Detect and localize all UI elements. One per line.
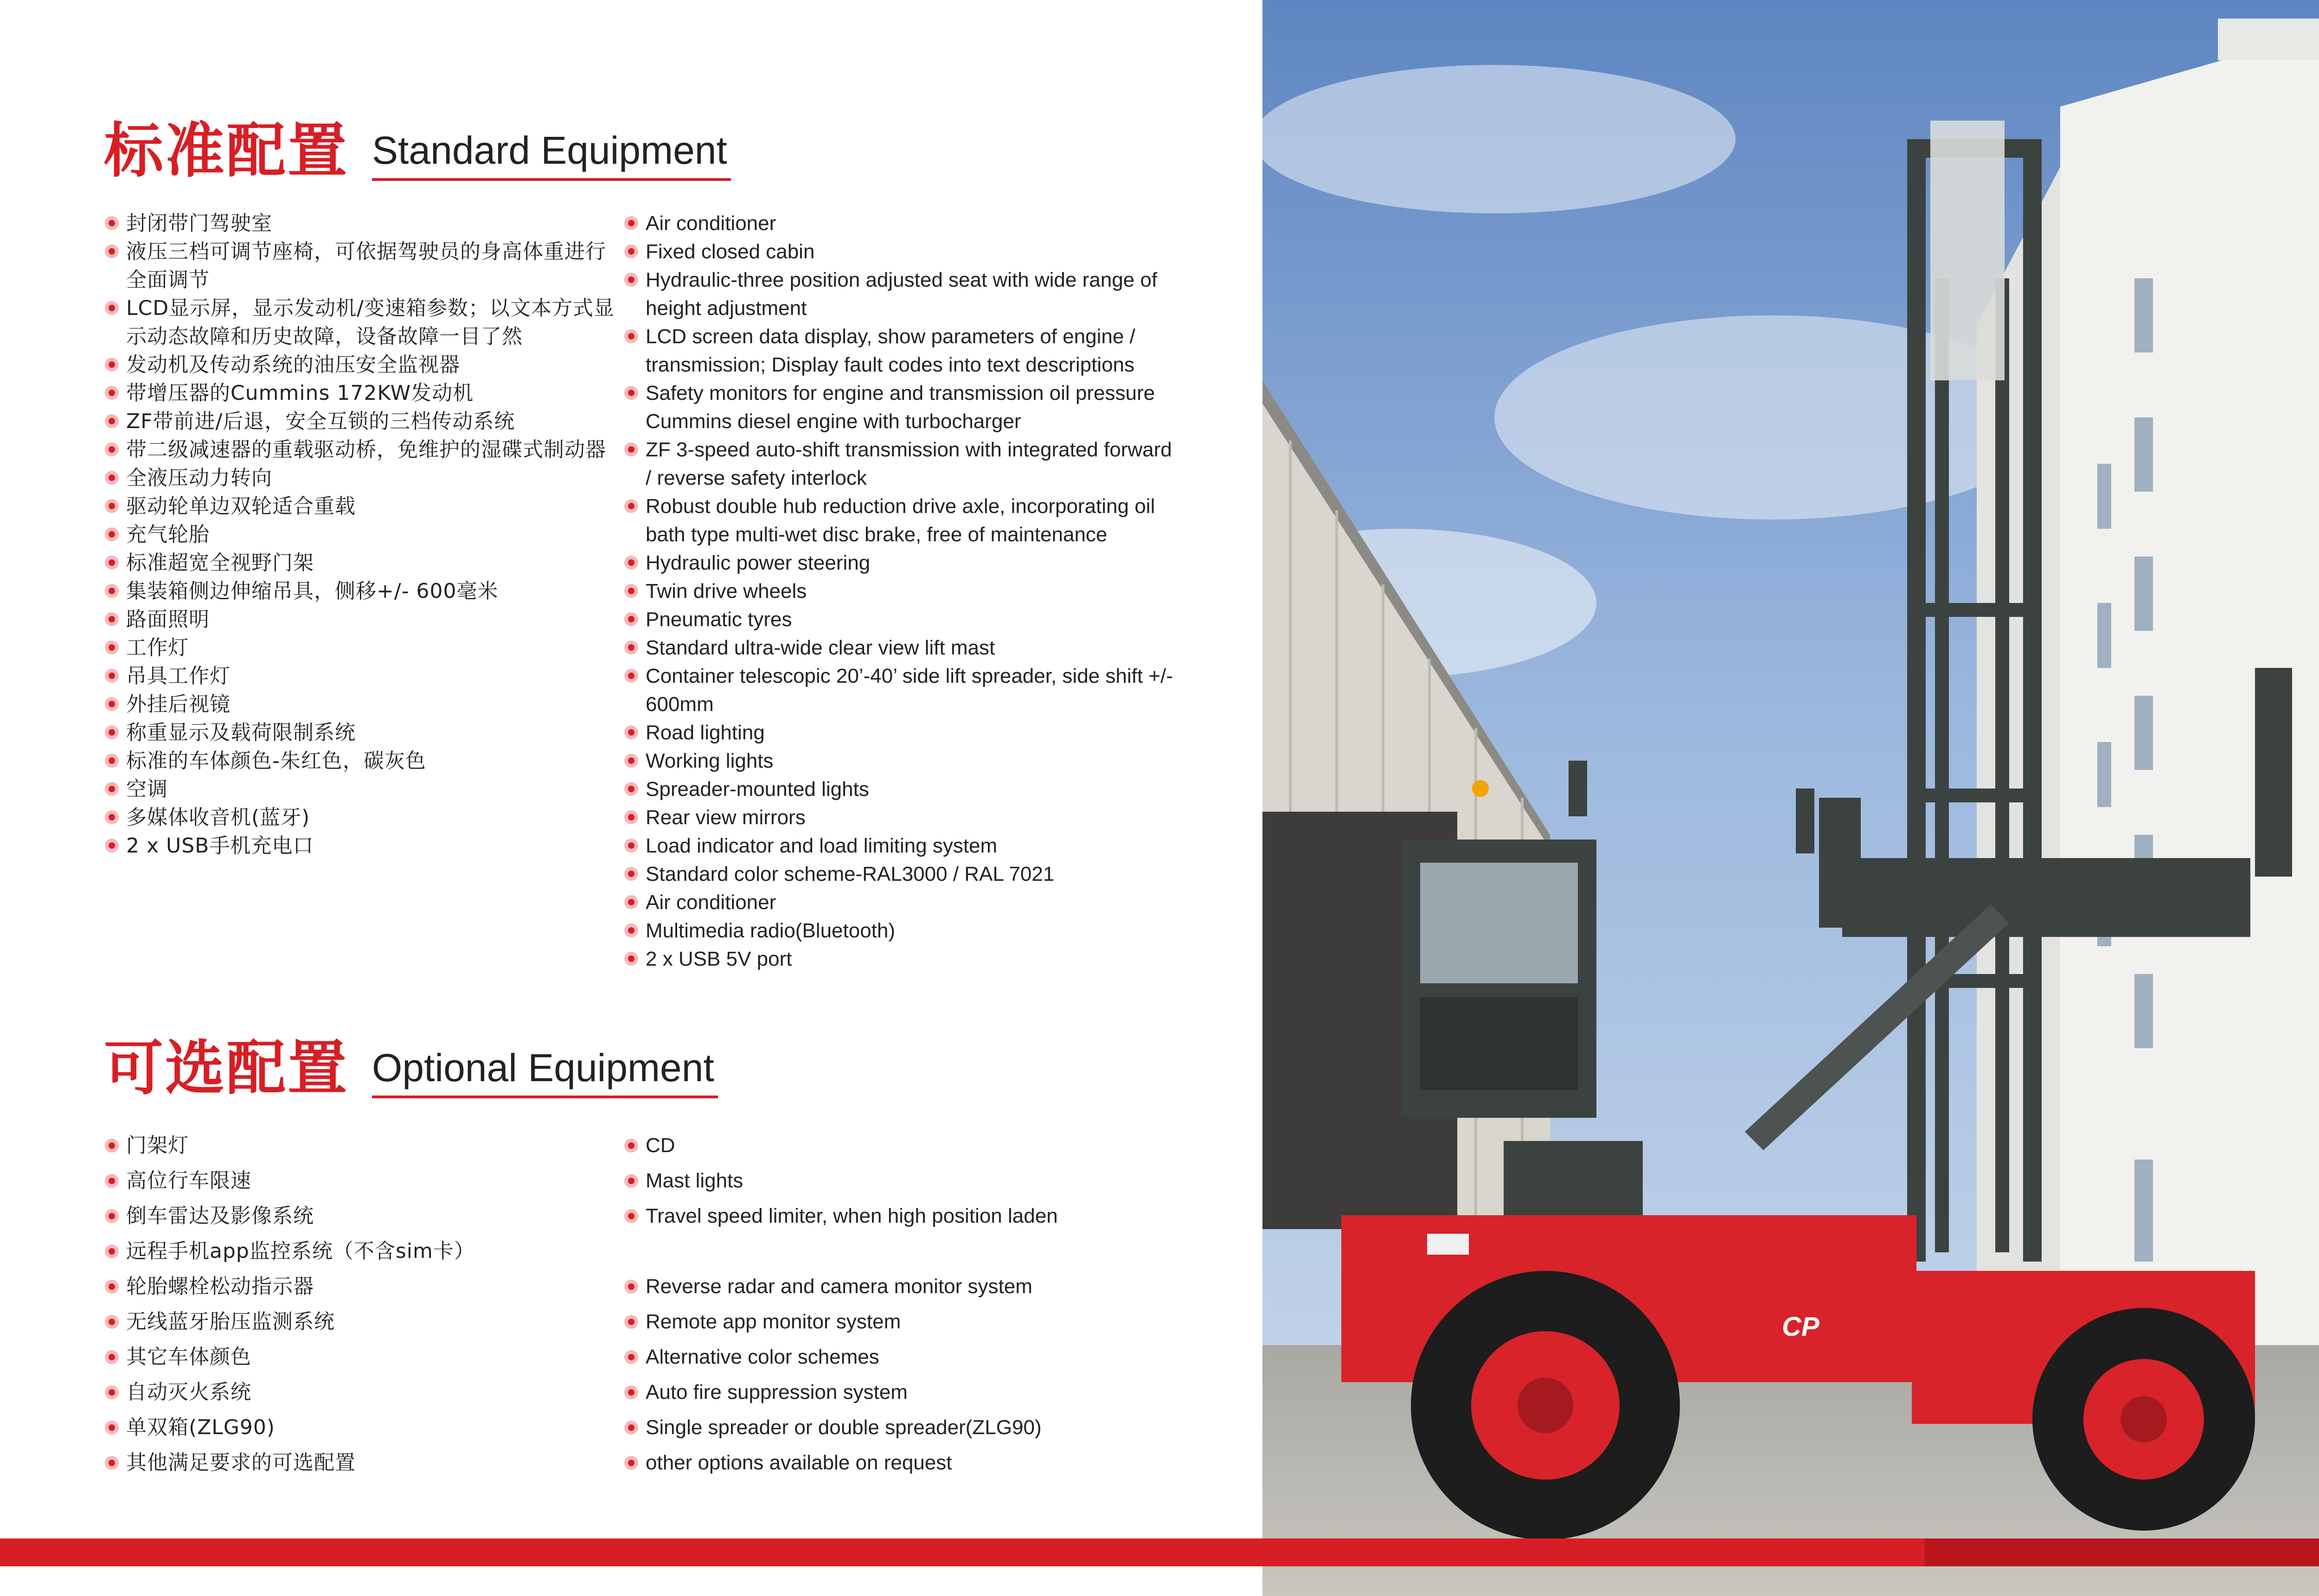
list-item-text: 单双箱(ZLG90) (126, 1416, 275, 1439)
list-item-text: Spreader-mounted lights (646, 778, 869, 801)
optional-list-en (624, 1128, 1181, 1481)
bullet-icon (105, 244, 119, 258)
list-item (624, 917, 1181, 945)
bullet-icon (105, 669, 119, 683)
list-item (624, 945, 1181, 973)
list-item-text: 吊具工作灯 (126, 664, 231, 688)
bullet-icon (105, 301, 119, 315)
list-item-text: 轮胎螺栓松动指示器 (126, 1275, 314, 1298)
list-item (624, 1410, 1181, 1445)
bullet-icon (105, 499, 119, 513)
list-item-text: 驱动轮单边双轮适合重载 (126, 494, 356, 518)
list-item (624, 775, 1181, 803)
list-item (105, 1445, 620, 1481)
standard-title-en: Standard Equipment (372, 131, 731, 181)
list-item (624, 718, 1181, 747)
list-item-text: Multimedia radio(Bluetooth) (646, 919, 896, 942)
list-item (105, 803, 620, 832)
bullet-icon (105, 810, 119, 824)
list-item (624, 662, 1181, 718)
bullet-icon (105, 754, 119, 768)
list-item (105, 549, 620, 577)
list-item (105, 351, 620, 379)
list-item (624, 492, 1181, 549)
list-item (624, 209, 1181, 237)
bullet-icon (105, 414, 119, 428)
list-item-text: LCD screen data display, show parameters of engine / transmission; Display fault codes into text descriptions (646, 325, 1135, 376)
list-item-text: Rear view mirrors (646, 806, 806, 829)
list-item (105, 379, 620, 407)
list-item (105, 1304, 620, 1340)
list-item-text: 其他满足要求的可选配置 (126, 1451, 356, 1474)
optional-heading (104, 1034, 718, 1103)
list-item (105, 747, 620, 775)
list-item (624, 1269, 1181, 1304)
front-wheel (1411, 1271, 1680, 1540)
list-item-text: other options available on request (646, 1451, 952, 1474)
list-item (105, 1340, 620, 1375)
list-item (105, 1269, 620, 1304)
bullet-icon (624, 1174, 638, 1188)
bullet-icon (105, 839, 119, 852)
list-item-text: Reverse radar and camera monitor system (646, 1275, 1032, 1298)
list-item (105, 492, 620, 520)
bullet-icon (624, 923, 638, 937)
list-item (624, 322, 1181, 379)
list-item-text: ZF带前进/后退，安全互锁的三档传动系统 (126, 410, 515, 433)
bullet-icon (624, 1209, 638, 1223)
list-item-text: 无线蓝牙胎压监测系统 (126, 1310, 335, 1333)
bullet-icon (105, 527, 119, 541)
list-item-text: 充气轮胎 (126, 523, 210, 546)
list-item-text: 工作灯 (126, 636, 189, 660)
optional-title-zh: 可选配置 (104, 1034, 349, 1103)
rear-wheel (2032, 1308, 2255, 1531)
list-item (105, 520, 620, 549)
list-item (624, 266, 1181, 322)
list-item-text: 多媒体收音机(蓝牙) (126, 806, 310, 829)
bullet-icon (624, 499, 638, 513)
list-item (624, 1234, 1181, 1269)
list-item-text: Twin drive wheels (646, 580, 807, 603)
list-item-text: Standard color scheme-RAL3000 / RAL 7021 (646, 863, 1055, 885)
list-item (105, 1375, 620, 1410)
list-item (624, 1199, 1181, 1234)
list-item-text: Remote app monitor system (646, 1310, 901, 1333)
list-item (624, 832, 1181, 860)
bullet-icon (105, 725, 119, 739)
list-item (105, 718, 620, 747)
list-item (105, 605, 620, 634)
standard-heading (104, 116, 731, 186)
list-item (105, 464, 620, 492)
bullet-icon (105, 1350, 119, 1364)
list-item (105, 209, 620, 237)
list-item-text: 液压三档可调节座椅，可依据驾驶员的身高体重进行全面调节 (126, 240, 606, 292)
bullet-icon (624, 584, 638, 598)
list-item-text: 路面照明 (126, 608, 210, 631)
list-item-text: Working lights (646, 750, 774, 772)
bullet-icon (624, 1350, 638, 1364)
list-item-text: 高位行车限速 (126, 1169, 251, 1192)
bullet-icon (105, 1139, 119, 1153)
list-item-text: 带二级减速器的重载驱动桥，免维护的湿碟式制动器 (126, 438, 606, 461)
list-item-text: 其它车体颜色 (126, 1345, 251, 1369)
list-item-text: Alternative color schemes (646, 1346, 879, 1368)
bullet-icon (624, 839, 638, 852)
list-item-text: Auto fire suppression system (646, 1381, 908, 1404)
list-item-text: 外挂后视镜 (126, 692, 231, 716)
list-item (624, 747, 1181, 775)
list-item-text: Pneumatic tyres (646, 608, 792, 631)
list-item-text: Safety monitors for engine and transmission oil pressure Cummins diesel engine with turbocharger (646, 382, 1155, 433)
bullet-icon (624, 244, 638, 258)
list-item-text: LCD显示屏，显示发动机/变速箱参数；以文本方式显示动态故障和历史故障，设备故障一目了然 (126, 296, 615, 348)
list-item-text: 2 x USB手机充电口 (126, 834, 314, 858)
bullet-icon (624, 782, 638, 796)
bullet-icon (105, 1174, 119, 1188)
bullet-icon (624, 1139, 638, 1153)
bullet-icon (624, 754, 638, 768)
list-item (624, 803, 1181, 832)
list-item (105, 634, 620, 662)
list-item (624, 436, 1181, 492)
standard-list-zh (105, 209, 620, 860)
list-item (105, 1234, 620, 1269)
bullet-icon (105, 358, 119, 372)
standard-list-en (624, 209, 1181, 973)
list-item-text: 发动机及传动系统的油压安全监视器 (126, 353, 460, 377)
list-item-text: Air conditioner (646, 891, 776, 914)
list-item-text: Air conditioner (646, 212, 776, 235)
bullet-icon (105, 1421, 119, 1435)
list-item (105, 407, 620, 436)
bullet-icon (624, 556, 638, 570)
list-item-text: 全液压动力转向 (126, 466, 272, 490)
list-item (624, 1128, 1181, 1163)
list-item (624, 549, 1181, 577)
list-item-text: Mast lights (646, 1169, 743, 1192)
list-item-text: 标准的车体颜色-朱红色，碳灰色 (126, 749, 426, 773)
bullet-icon (105, 641, 119, 654)
list-item-text: 称重显示及载荷限制系统 (126, 721, 356, 744)
product-photo (1262, 0, 2319, 1596)
bullet-icon (624, 725, 638, 739)
list-item (105, 294, 620, 351)
list-item-text: 空调 (126, 777, 168, 801)
list-item (105, 1128, 620, 1163)
list-item-text: 倒车雷达及影像系统 (126, 1204, 314, 1228)
standard-title-zh: 标准配置 (104, 116, 349, 186)
bullet-icon (624, 386, 638, 400)
list-item (624, 1304, 1181, 1340)
list-item-text: 封闭带门驾驶室 (126, 212, 272, 235)
list-item (624, 1340, 1181, 1375)
list-item (624, 634, 1181, 662)
list-item (105, 775, 620, 803)
bullet-icon (624, 1280, 638, 1294)
list-item-text: Travel speed limiter, when high position laden (646, 1205, 1058, 1227)
bullet-icon (105, 612, 119, 626)
bullet-icon (624, 1385, 638, 1399)
bullet-icon (624, 329, 638, 343)
bullet-icon (624, 641, 638, 654)
list-item (624, 1375, 1181, 1410)
list-item-text: CD (646, 1134, 675, 1157)
list-item-text: Hydraulic power steering (646, 551, 871, 574)
bullet-icon (624, 612, 638, 626)
list-item-text: 集装箱侧边伸缩吊具，侧移+/- 600毫米 (126, 579, 499, 603)
list-item (624, 577, 1181, 605)
list-item (105, 690, 620, 718)
bullet-icon (105, 697, 119, 711)
bullet-icon (105, 1280, 119, 1294)
bullet-icon (624, 867, 638, 881)
list-item-text: Hydraulic-three position adjusted seat with wide range of height adjustment (646, 269, 1158, 320)
bullet-icon (105, 1244, 119, 1258)
bullet-icon (105, 1385, 119, 1399)
list-item-text: Fixed closed cabin (646, 240, 815, 263)
bullet-icon (105, 1209, 119, 1223)
list-item-text: 2 x USB 5V port (646, 948, 792, 970)
bullet-icon (105, 442, 119, 456)
list-item-text: Road lighting (646, 721, 765, 744)
list-item (105, 1199, 620, 1234)
list-item-text: ZF 3-speed auto-shift transmission with integrated forward / reverse safety interlock (646, 438, 1172, 489)
list-item (624, 1445, 1181, 1481)
vehicle-logo: CP (1782, 1312, 1819, 1342)
footer-red-band-dark (1925, 1538, 2319, 1566)
list-item-text: 自动灭火系统 (126, 1380, 251, 1404)
list-item (105, 1163, 620, 1199)
list-item (624, 605, 1181, 634)
bullet-icon (105, 556, 119, 570)
list-item-text: Robust double hub reduction drive axle, incorporating oil bath type multi-wet disc brake, free of maintenance (646, 495, 1155, 546)
list-item-text: 远程手机app监控系统（不含sim卡） (126, 1239, 475, 1263)
bullet-icon (624, 810, 638, 824)
list-item-text: 标准超宽全视野门架 (126, 551, 314, 575)
list-item-text: Load indicator and load limiting system (646, 834, 998, 857)
bullet-icon (624, 273, 638, 287)
list-item (105, 662, 620, 690)
bullet-icon (624, 895, 638, 909)
list-item (105, 436, 620, 464)
list-item (624, 379, 1181, 436)
list-item (624, 1163, 1181, 1199)
bullet-icon (105, 216, 119, 230)
bullet-icon (624, 669, 638, 683)
bullet-icon (624, 216, 638, 230)
list-item (105, 577, 620, 605)
list-item (105, 1410, 620, 1445)
bullet-icon (624, 952, 638, 966)
list-item-text: 门架灯 (126, 1134, 189, 1157)
bullet-icon (105, 471, 119, 485)
list-item-text: Single spreader or double spreader(ZLG90) (646, 1416, 1042, 1439)
bullet-icon (105, 584, 119, 598)
list-item-text: 带增压器的Cummins 172KW发动机 (126, 381, 474, 405)
list-item (624, 860, 1181, 888)
list-item (624, 888, 1181, 917)
list-item (105, 237, 620, 294)
optional-list-zh (105, 1128, 620, 1481)
list-item (624, 237, 1181, 266)
bullet-icon (624, 442, 638, 456)
list-item-text: Standard ultra-wide clear view lift mast (646, 636, 995, 659)
optional-title-en: Optional Equipment (372, 1048, 718, 1098)
bullet-icon (624, 1315, 638, 1329)
bullet-icon (624, 1456, 638, 1470)
list-item-text: Container telescopic 20’-40’ side lift spreader, side shift +/- 600mm (646, 665, 1173, 716)
bullet-icon (105, 1456, 119, 1470)
bullet-icon (105, 782, 119, 796)
bullet-icon (105, 386, 119, 400)
bullet-icon (624, 1421, 638, 1435)
list-item (105, 832, 620, 860)
bullet-icon (105, 1315, 119, 1329)
